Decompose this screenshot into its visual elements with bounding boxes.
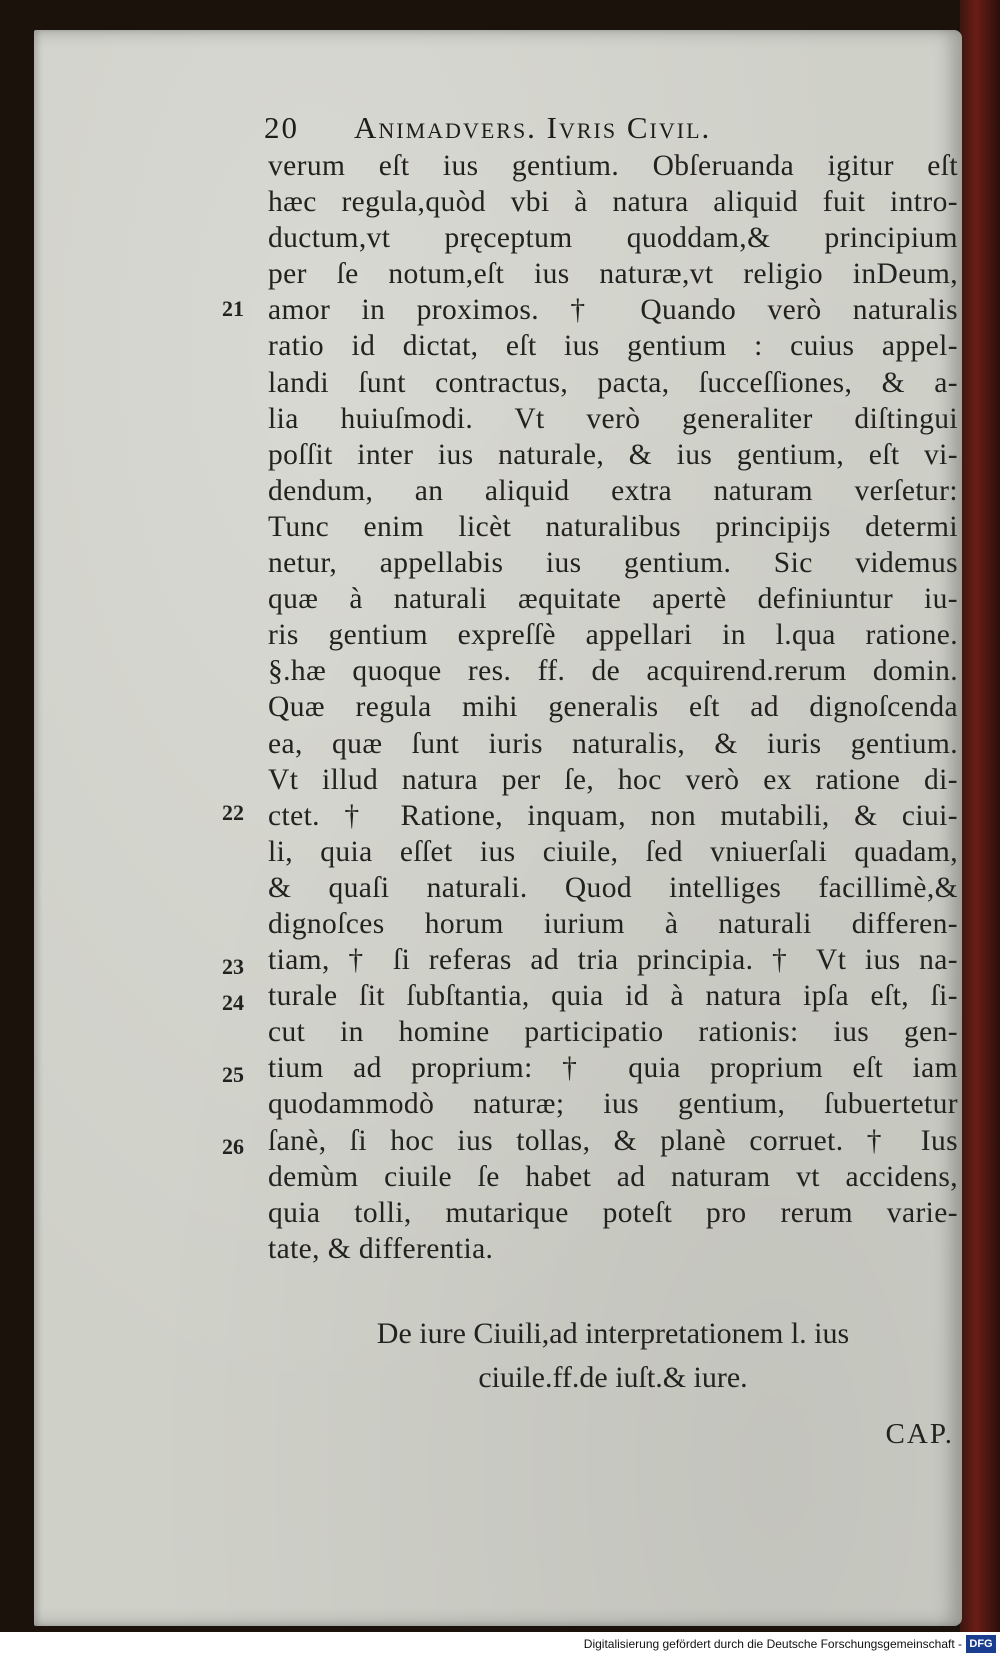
- margin-note-number: 25: [222, 1062, 244, 1087]
- footer: [0, 1632, 1000, 1658]
- text-line: tium ad proprium: † quia proprium eſt iam: [268, 1052, 958, 1085]
- text-line: hæc regula,quòd vbi à natura aliquid fuit intro-: [268, 186, 958, 219]
- margin-note-number: 24: [222, 990, 244, 1015]
- text-line: dignoſces horum iurium à naturali differen-: [268, 907, 958, 940]
- text-line: amor in proximos. † Quando verò naturalis: [268, 294, 958, 327]
- text-line: ctet. † Ratione, inquam, non mutabili, & ciui-: [268, 799, 958, 832]
- margin-note-number: 26: [222, 1134, 244, 1159]
- text-line: dendum, an aliquid extra naturam verſetur:: [268, 474, 958, 507]
- text-line: quodammodò naturæ; ius gentium, ſubuertetur: [268, 1088, 958, 1121]
- page-number: 20: [264, 110, 299, 145]
- text-line: turale ſit ſubſtantia, quia id à natura ipſa eſt, ſi-: [268, 980, 958, 1013]
- text-line: verum eſt ius gentium. Obſeruanda igitur eſt: [268, 150, 958, 182]
- text-line: demùm ciuile ſe habet ad naturam vt accidens,: [268, 1160, 958, 1193]
- text-line: ratio id dictat, eſt ius gentium : cuius appel-: [268, 330, 958, 363]
- text-line: ductum,vt pręceptum quoddam,& principium: [268, 222, 958, 255]
- text-line: landi ſunt contractus, pacta, ſucceſſiones, & a-: [268, 366, 958, 399]
- text-line: quia tolli, mutarique poteſt pro rerum varie-: [268, 1196, 958, 1229]
- catchword: CAP.: [885, 1418, 954, 1450]
- text-line: Tunc enim licèt naturalibus principijs determi: [268, 510, 958, 543]
- text-line: per ſe notum,eſt ius naturæ,vt religio inDeum,: [268, 258, 958, 291]
- chapter-heading-line-2: ciuile.ff.de iuſt.& iure.: [478, 1361, 748, 1394]
- text-line: poſſit inter ius naturale, & ius gentium, eſt vi-: [268, 438, 958, 471]
- book-edge: [960, 0, 1000, 1632]
- dfg-logo: DFG: [966, 1635, 996, 1653]
- text-line: Vt illud natura per ſe, hoc verò ex ratione di-: [268, 763, 958, 796]
- text-line: quæ à naturali æquitate apertè definiuntur iu-: [268, 583, 958, 616]
- text-line: & quaſi naturali. Quod intelliges facillimè,&: [268, 871, 958, 904]
- text-line: li, quia eſſet ius ciuile, ſed vniuerſali quadam,: [268, 835, 958, 868]
- text-line: tate, & differentia.: [268, 1232, 494, 1265]
- text-line: §.hæ quoque res. ff. de acquirend.rerum domin.: [268, 655, 958, 688]
- text-line: lia huiuſmodi. Vt verò generaliter diſtingui: [268, 402, 958, 435]
- margin-note-number: 23: [222, 954, 244, 979]
- running-header: [264, 110, 864, 150]
- text-line: ſanè, ſi hoc ius tollas, & planè corruet. † Ius: [268, 1124, 958, 1157]
- text-line: cut in homine participatio rationis: ius gen-: [268, 1016, 958, 1049]
- text-line: netur, appellabis ius gentium. Sic videmus: [268, 547, 958, 580]
- text-line: ris gentium expreſſè appellari in l.qua ratione.: [268, 619, 958, 652]
- text-line: tiam, † ſi referas ad tria principia. † Vt ius na-: [268, 944, 958, 977]
- footer-credit: Digitalisierung gefördert durch die Deutsche Forschungsgemeinschaft -: [583, 1637, 962, 1651]
- text-line: Quæ regula mihi generalis eſt ad dignoſcenda: [268, 691, 958, 724]
- margin-note-number: 21: [222, 296, 244, 321]
- margin-note-number: 22: [222, 800, 244, 825]
- text-line: ea, quæ ſunt iuris naturalis, & iuris gentium.: [268, 727, 958, 760]
- body-text: [268, 148, 958, 1267]
- chapter-heading-line-1: De iure Ciuili,ad interpretationem l. ius: [376, 1317, 850, 1350]
- running-title: Animadvers. Ivris Civil.: [354, 110, 712, 145]
